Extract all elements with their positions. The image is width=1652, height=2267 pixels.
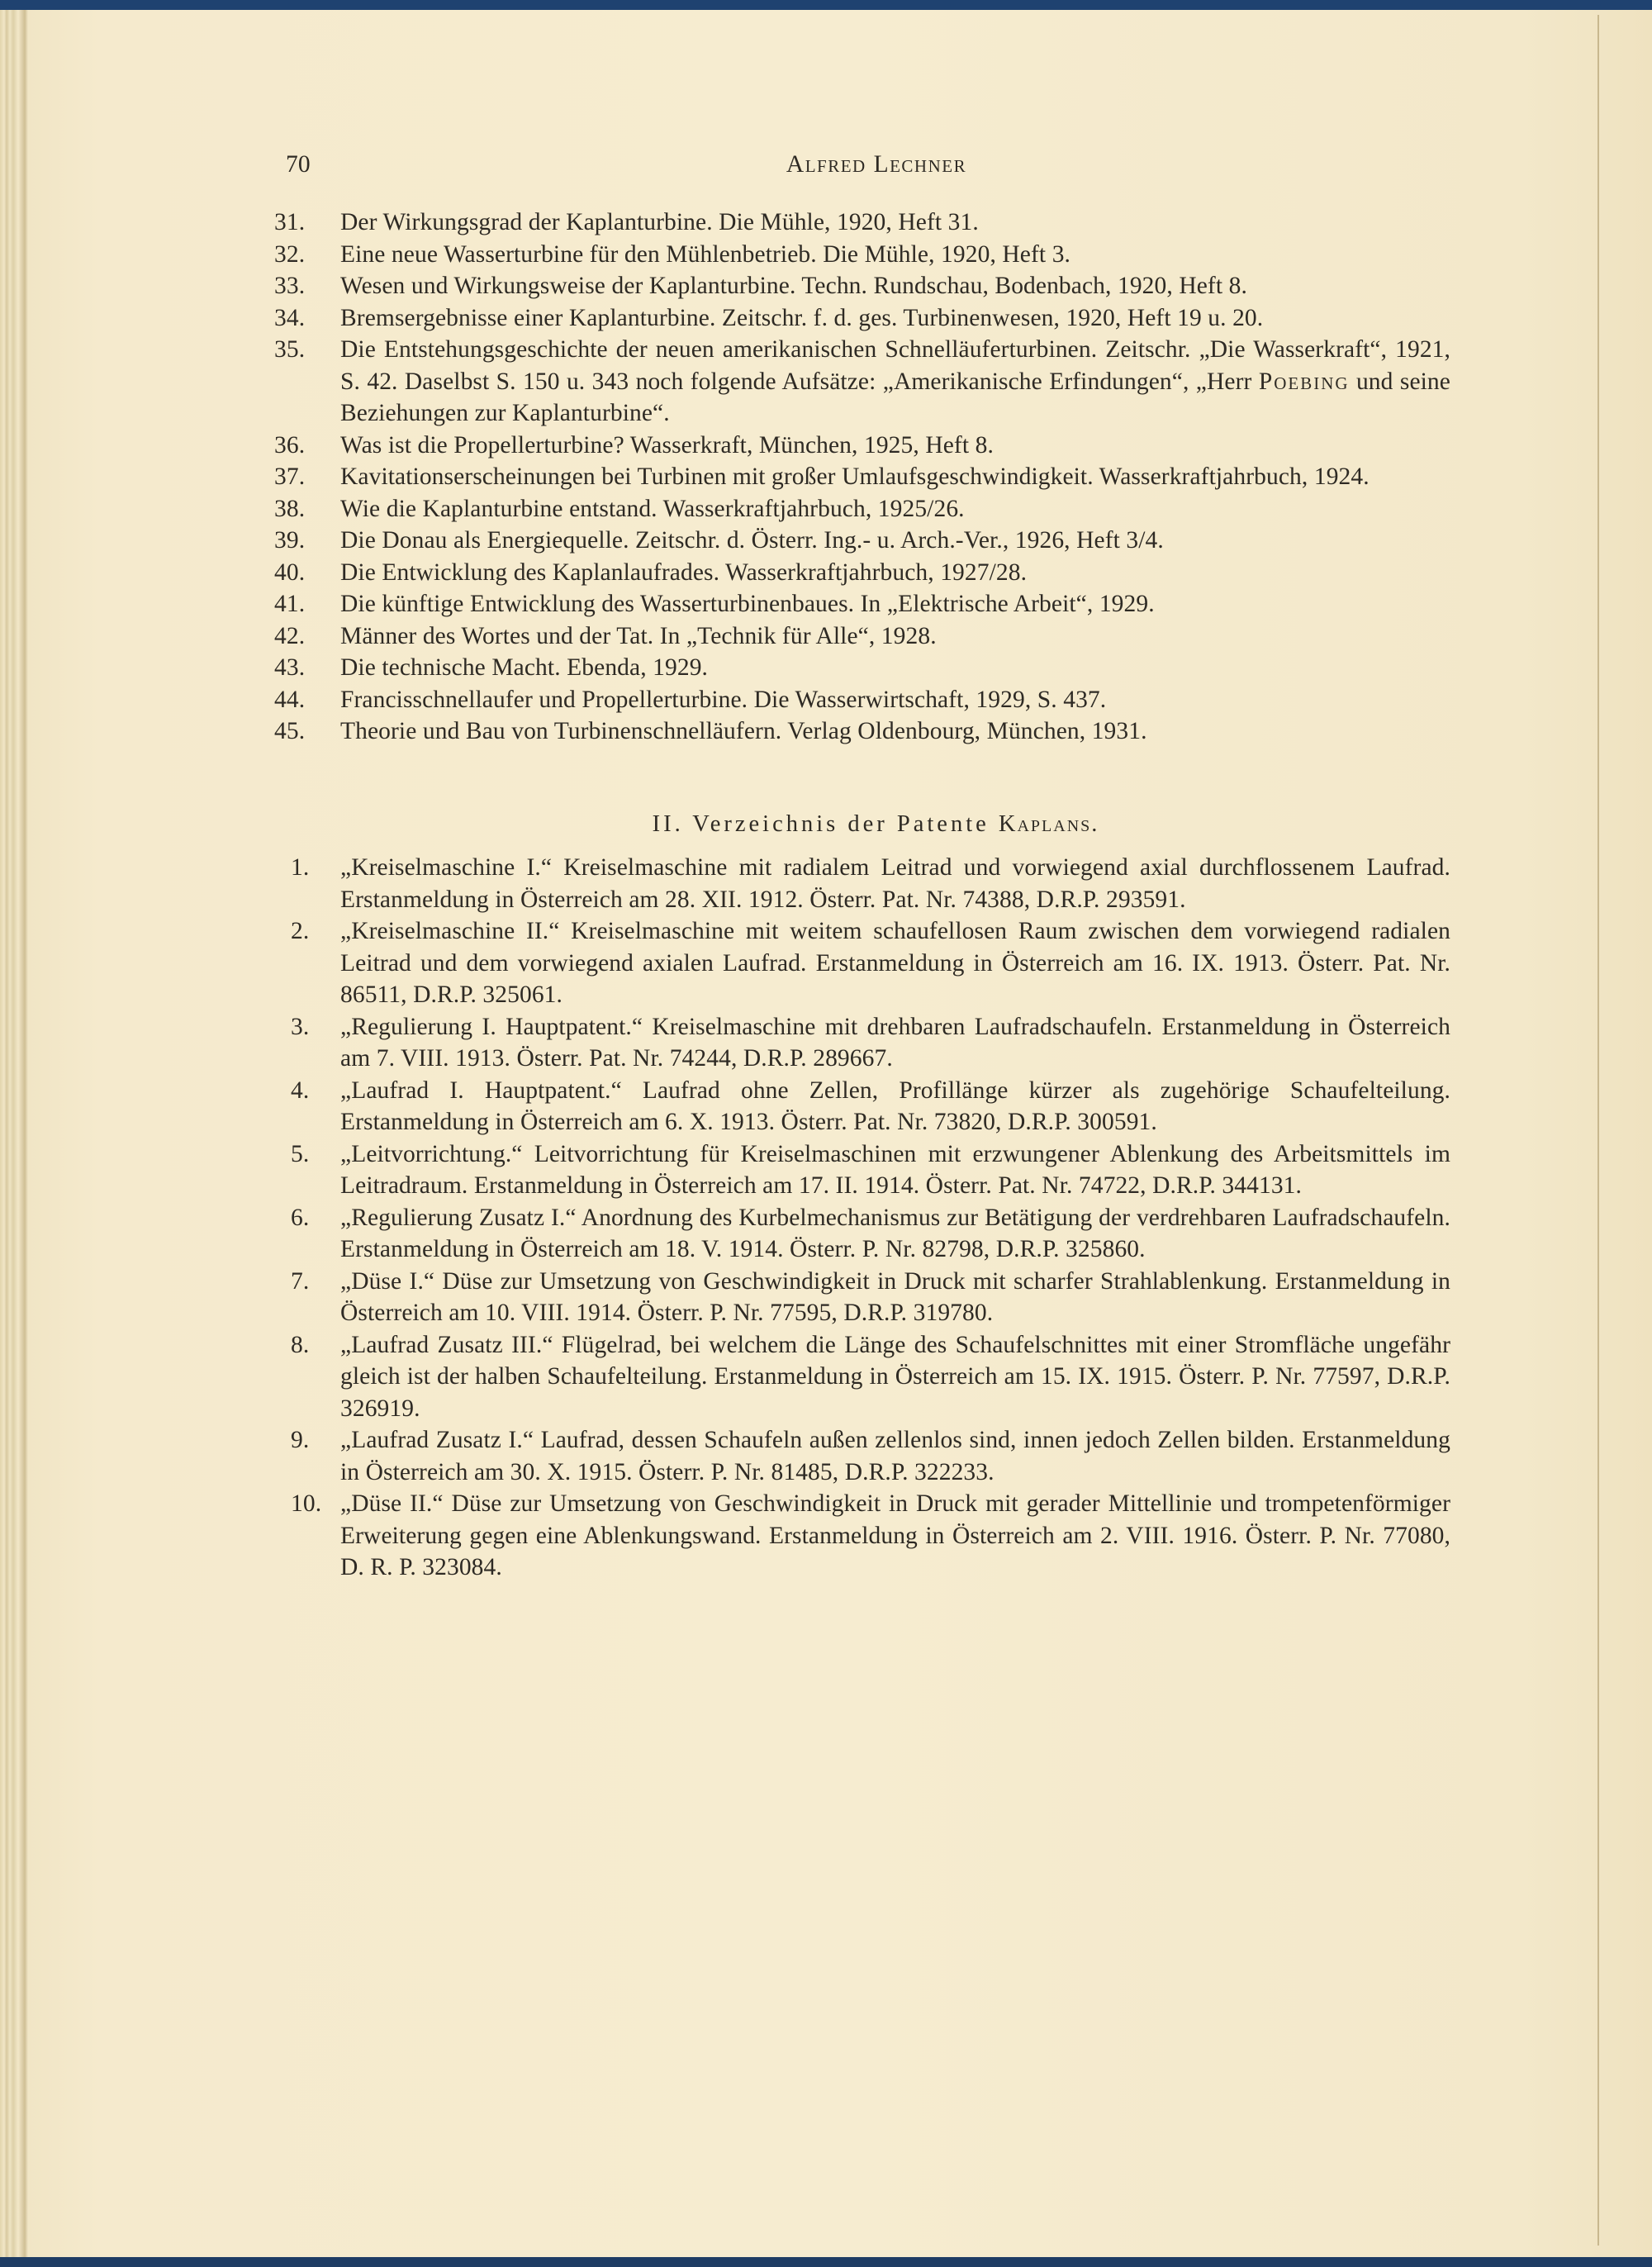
- item-number: 38.: [274, 495, 306, 522]
- item-number: 40.: [274, 558, 306, 586]
- item-number: 3.: [291, 1013, 310, 1040]
- item-number: 10.: [291, 1490, 322, 1517]
- item-text: „Regulierung Zusatz I.“ Anordnung des Kurbelmechanismus zur Betätigung der verdrehbaren Laufradschaufeln. Erstanmeldung in Österreich am 18. V. 1914. Österr. P. Nr. 82798, D.R.P. 325860.: [340, 1204, 1450, 1262]
- publication-item: [274, 684, 1450, 716]
- item-text: Die Donau als Energiequelle. Zeitschr. d. Österr. Ing.- u. Arch.-Ver., 1926, Heft 3/4.: [340, 527, 1164, 554]
- item-number: 1.: [291, 854, 310, 881]
- patent-list: [291, 852, 1450, 1584]
- patent-item: [291, 852, 1450, 915]
- publication-item: [274, 652, 1450, 684]
- patent-item: [291, 1011, 1450, 1075]
- item-number: 37.: [274, 463, 306, 490]
- publication-item: [274, 620, 1450, 653]
- item-text: „Laufrad Zusatz III.“ Flügelrad, bei welchem die Länge des Schaufelschnittes mit einer Stromfläche ungefähr gleich ist der halben Schaufelteilung. Erstanmeldung in Österreich am 15. IX. 1915. Österr. P. Nr. 77597, D.R.P. 326919.: [340, 1331, 1450, 1422]
- section-heading-prefix: II. Verzeichnis der Patente: [652, 810, 999, 837]
- patent-item: [291, 1266, 1450, 1329]
- item-text: „Kreiselmaschine II.“ Kreiselmaschine mit weitem schaufellosen Raum zwischen dem vorwiegend radialen Leitrad und dem vorwiegend axialen Laufrad. Erstanmeldung in Österreich am 16. IX. 1913. Österr. Pat. Nr. 86511, D.R.P. 325061.: [340, 918, 1450, 1008]
- item-text-before: Die Entstehungsgeschichte der neuen amerikanischen Schnelläuferturbinen. Zeitschr. „Die Wasserkraft“, 1921, S. 42. Daselbst S. 150 u. 343 noch folgende Aufsätze: „Amerikanische Erfindungen“, „Herr: [340, 336, 1450, 395]
- item-number: 4.: [291, 1076, 310, 1104]
- publication-item: [274, 207, 1450, 239]
- item-text: Was ist die Propellerturbine? Wasserkraft, München, 1925, Heft 8.: [340, 431, 994, 459]
- item-text: Die technische Macht. Ebenda, 1929.: [340, 654, 709, 681]
- item-text: Bremsergebnisse einer Kaplanturbine. Zeitschr. f. d. ges. Turbinenwesen, 1920, Heft 19 u. 20.: [340, 304, 1264, 331]
- patent-item: [291, 1329, 1450, 1425]
- item-text: „Kreiselmaschine I.“ Kreiselmaschine mit radialem Leitrad und vorwiegend axial durchflossenem Laufrad. Erstanmeldung in Österreich am 28. XII. 1912. Österr. Pat. Nr. 74388, D.R.P. 293591.: [340, 854, 1450, 913]
- item-number: 7.: [291, 1267, 310, 1295]
- item-number: 43.: [274, 654, 306, 681]
- publication-item: [274, 334, 1450, 430]
- item-number: 44.: [274, 686, 306, 713]
- item-text: Die künftige Entwicklung des Wasserturbinenbaues. In „Elektrische Arbeit“, 1929.: [340, 591, 1155, 617]
- item-number: 32.: [274, 240, 306, 268]
- item-number: 45.: [274, 718, 306, 744]
- item-text: Francisschnellaufer und Propellerturbine. Die Wasserwirtschaft, 1929, S. 437.: [340, 686, 1107, 713]
- section-heading-suffix: .: [1091, 810, 1101, 837]
- item-number: 31.: [274, 209, 306, 235]
- page-stack-edge: [0, 10, 30, 2257]
- person-name-smallcaps: Poebing: [1258, 368, 1350, 395]
- running-head: [286, 149, 1450, 183]
- publication-item: [274, 239, 1450, 271]
- section-heading-name: Kaplans: [998, 810, 1092, 837]
- item-text: „Laufrad Zusatz I.“ Laufrad, dessen Schaufeln außen zellenlos sind, innen jedoch Zellen bilden. Erstanmeldung in Österreich am 30. X. 1915. Österr. P. Nr. 81485, D.R.P. 322233.: [340, 1427, 1450, 1485]
- publication-item: [274, 302, 1450, 335]
- publication-item: [274, 430, 1450, 462]
- item-number: 6.: [291, 1204, 310, 1231]
- patent-item: [291, 1424, 1450, 1488]
- page-content: [274, 149, 1450, 1584]
- item-number: 33.: [274, 273, 306, 299]
- item-number: 8.: [291, 1331, 310, 1358]
- publication-list: [274, 207, 1450, 748]
- section-heading: [302, 809, 1450, 841]
- item-text: „Düse II.“ Düse zur Umsetzung von Geschwindigkeit in Druck mit gerader Mittellinie und trompetenförmiger Erweiterung gegen eine Ablenkungswand. Erstanmeldung in Österreich am 2. VIII. 1916. Österr. P. Nr. 77080, D. R. P. 323084.: [340, 1490, 1450, 1580]
- publication-item: [274, 461, 1450, 493]
- item-number: 35.: [274, 336, 306, 363]
- publication-item: [274, 588, 1450, 620]
- item-number: 5.: [291, 1140, 310, 1167]
- item-text: Der Wirkungsgrad der Kaplanturbine. Die Mühle, 1920, Heft 31.: [340, 209, 979, 235]
- patent-item: [291, 1138, 1450, 1202]
- publication-item: [274, 493, 1450, 525]
- patent-item: [291, 1075, 1450, 1138]
- publication-item: [274, 270, 1450, 302]
- item-number: 42.: [274, 622, 306, 649]
- item-number: 36.: [274, 431, 306, 459]
- item-text-after: und seine Beziehungen zur Kaplanturbine“.: [340, 368, 1450, 426]
- item-text: „Laufrad I. Hauptpatent.“ Laufrad ohne Zellen, Profillänge kürzer als zugehörige Schaufelteilung. Erstanmeldung in Österreich am 6. X. 1913. Österr. Pat. Nr. 73820, D.R.P. 300591.: [340, 1076, 1450, 1135]
- page-gutter-line: [1597, 15, 1599, 2246]
- item-text: Theorie und Bau von Turbinenschnelläufern. Verlag Oldenbourg, München, 1931.: [340, 718, 1147, 744]
- patent-item: [291, 1202, 1450, 1266]
- item-number: 9.: [291, 1427, 310, 1453]
- item-number: 34.: [274, 304, 306, 331]
- item-text: „Leitvorrichtung.“ Leitvorrichtung für Kreiselmaschinen mit erzwungener Ablenkung des Arbeitsmittels im Leitradraum. Erstanmeldung in Österreich am 17. II. 1914. Österr. Pat. Nr. 74722, D.R.P. 344131.: [340, 1140, 1450, 1199]
- item-number: 41.: [274, 591, 306, 617]
- item-text: Wesen und Wirkungsweise der Kaplanturbine. Techn. Rundschau, Bodenbach, 1920, Heft 8.: [340, 273, 1247, 299]
- item-text: „Düse I.“ Düse zur Umsetzung von Geschwindigkeit in Druck mit scharfer Strahlablenkung. Erstanmeldung in Österreich am 10. VIII. 1914. Österr. P. Nr. 77595, D.R.P. 319780.: [340, 1267, 1450, 1326]
- item-text: Kavitationserscheinungen bei Turbinen mit großer Umlaufsgeschwindigkeit. Wasserkraftjahrbuch, 1924.: [340, 463, 1370, 490]
- item-number: 39.: [274, 527, 306, 554]
- patent-item: [291, 1488, 1450, 1584]
- item-text: Eine neue Wasserturbine für den Mühlenbetrieb. Die Mühle, 1920, Heft 3.: [340, 240, 1071, 268]
- publication-item: [274, 715, 1450, 748]
- publication-item: [274, 557, 1450, 589]
- item-text: Die Entwicklung des Kaplanlaufrades. Wasserkraftjahrbuch, 1927/28.: [340, 558, 1028, 586]
- item-text: „Regulierung I. Hauptpatent.“ Kreiselmaschine mit drehbaren Laufradschaufeln. Erstanmeldung in Österreich am 7. VIII. 1913. Österr. Pat. Nr. 74244, D.R.P. 289667.: [340, 1013, 1450, 1072]
- book-cover-bottom: [0, 2257, 1652, 2267]
- patent-item: [291, 915, 1450, 1011]
- item-number: 2.: [291, 918, 310, 944]
- page-number: 70: [286, 151, 311, 178]
- publication-item: [274, 525, 1450, 557]
- item-text: Wie die Kaplanturbine entstand. Wasserkraftjahrbuch, 1925/26.: [340, 495, 965, 522]
- running-title: Alfred Lechner: [786, 151, 967, 178]
- item-text: Männer des Wortes und der Tat. In „Technik für Alle“, 1928.: [340, 622, 937, 649]
